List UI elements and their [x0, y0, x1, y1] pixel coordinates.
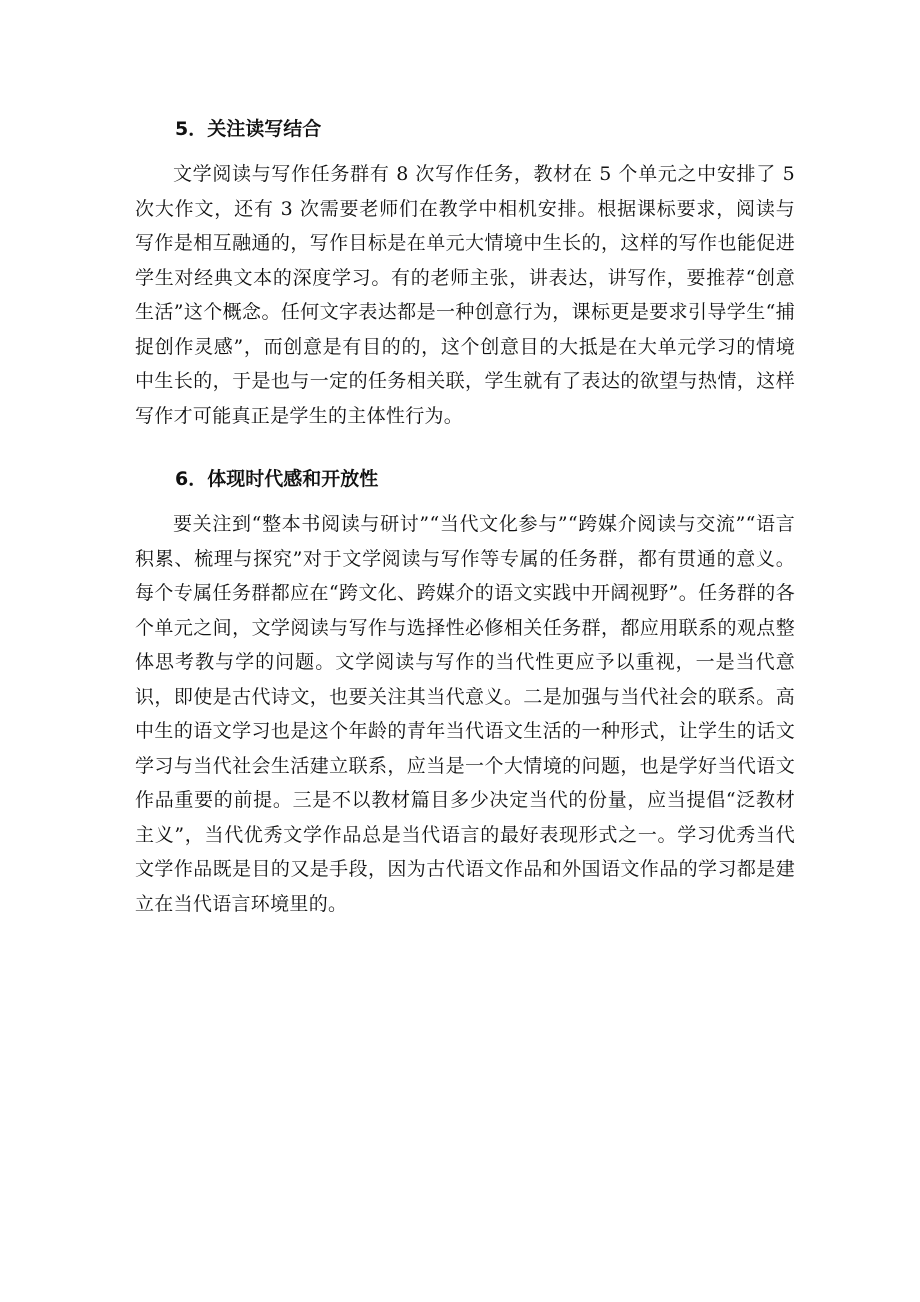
section-modernity-openness [135, 462, 795, 921]
section-paragraph: 文学阅读与写作任务群有 8 次写作任务，教材在 5 个单元之中安排了 5 次大作文，还有 3 次需要老师们在教学中相机安排。根据课标要求，阅读与写作是相互融通的，写作目标是在单元大情境中生长的，这样的写作也能促进学生对经典文本的深度学习。有的老师主张，讲表达，讲写作，要推荐“创意生活”这个概念。任何文字表达都是一种创意行为，课标更是要求引导学生“捕捉创作灵感”，而创意是有目的的，这个创意目的大抵是在大单元学习的情境中生长的，于是也与一定的任务相关联，学生就有了表达的欲望与热情，这样写作才可能真正是学生的主体性行为。 [135, 163, 795, 427]
section-paragraph: 要关注到“整本书阅读与研讨”“当代文化参与”“跨媒介阅读与交流”“语言积累、梳理与探究”对于文学阅读与写作等专属的任务群，都有贯通的意义。每个专属任务群都应在“跨文化、跨媒介的语文实践中开阔视野”。任务群的各个单元之间，文学阅读与写作与选择性必修相关任务群，都应用联系的观点整体思考教与学的问题。文学阅读与写作的当代性更应予以重视，一是当代意识，即使是古代诗文，也要关注其当代意义。二是加强与当代社会的联系。高中生的语文学习也是这个年龄的青年当代语文生活的一种形式，让学生的话文学习与当代社会生活建立联系，应当是一个大情境的问题，也是学好当代语文作品重要的前提。三是不以教材篇目多少决定当代的份量，应当提倡“泛教材主义”，当代优秀文学作品总是当代语言的最好表现形式之一。学习优秀当代文学作品既是目的又是手段，因为古代语文作品和外国语文作品的学习都是建立在当代语言环境里的。 [135, 513, 795, 915]
section-heading: 5．关注读写结合 [175, 118, 322, 140]
section-heading: 6．体现时代感和开放性 [175, 468, 379, 490]
section-reading-writing [135, 112, 795, 433]
